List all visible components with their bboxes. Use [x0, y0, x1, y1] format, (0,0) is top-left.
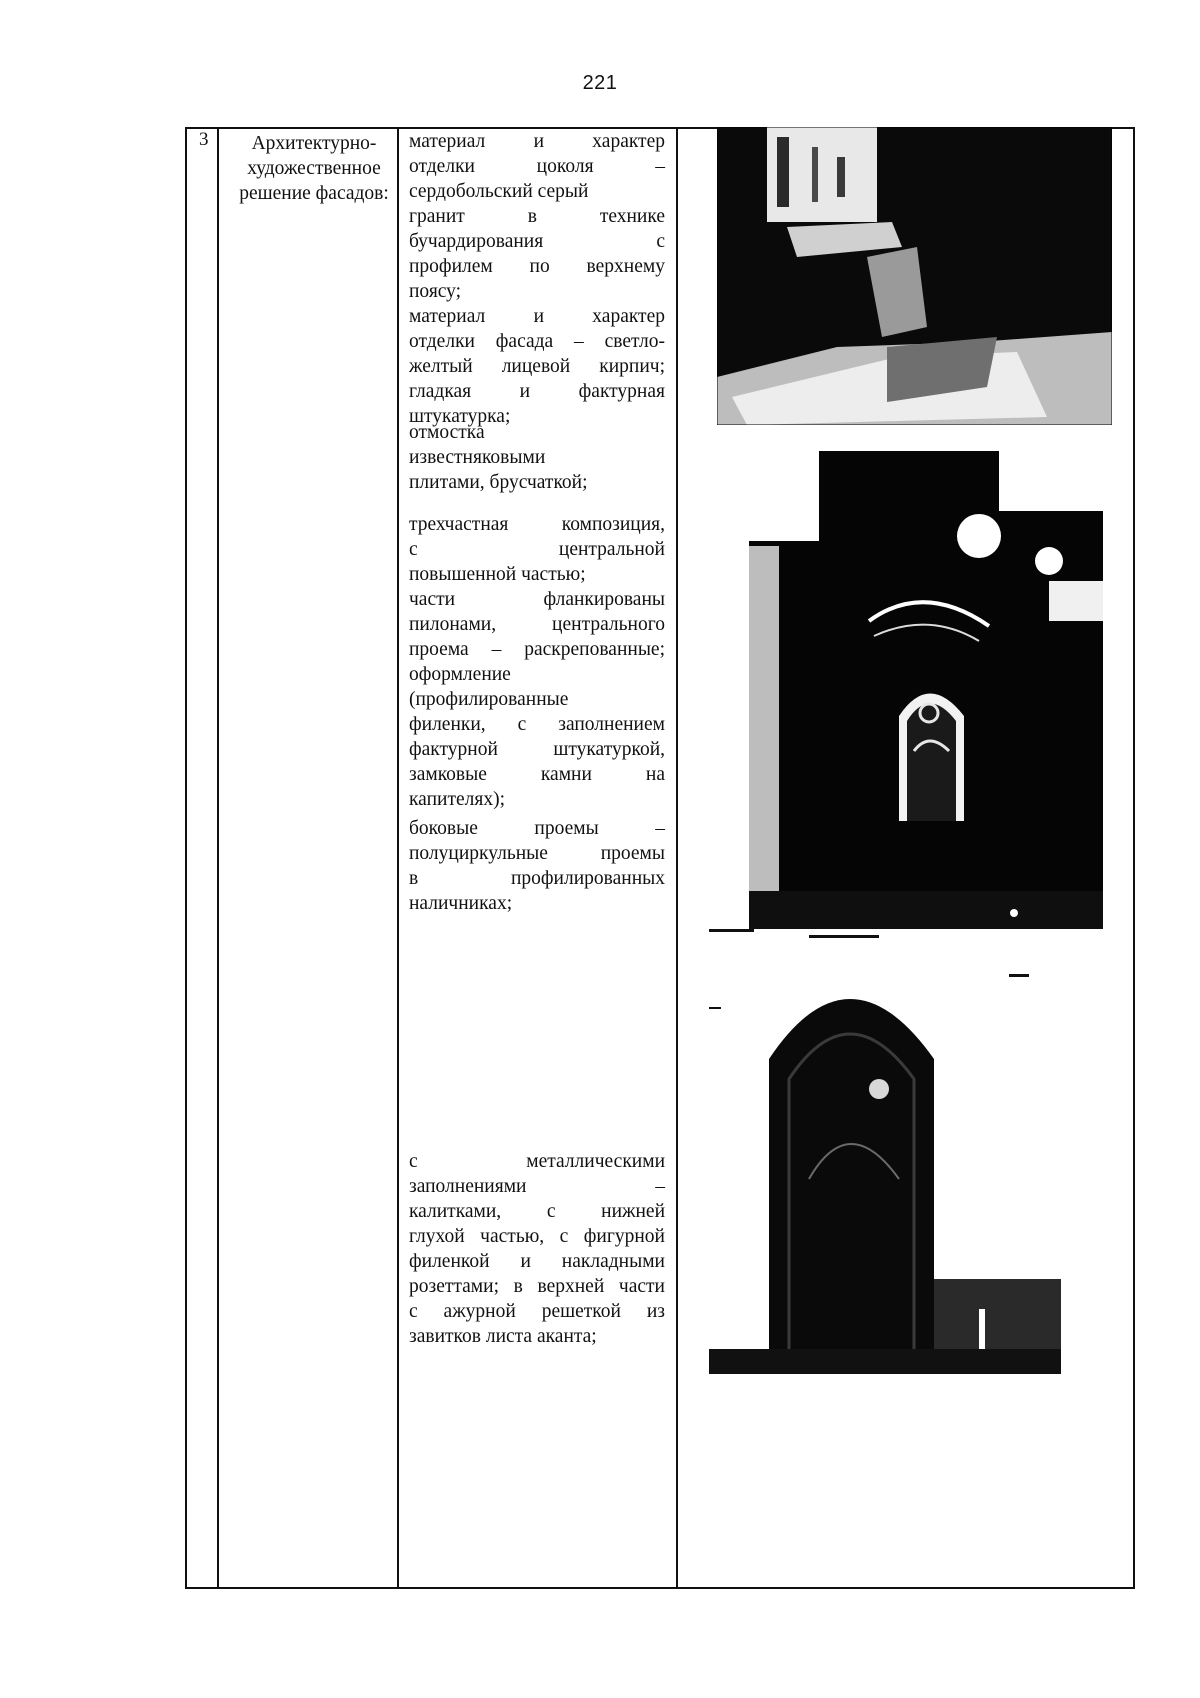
description-block-side-openings [409, 816, 665, 916]
text-line: материал и характер [409, 306, 665, 327]
description-block-gates [409, 1149, 665, 1349]
text-line: наличниках; [409, 893, 513, 914]
text-line: гранит в технике [409, 206, 665, 227]
text-line: отделки фасада – светло- [409, 331, 665, 352]
photo-plinth-drawing [717, 127, 1112, 425]
text-line: замковые камни на [409, 764, 665, 785]
text-line: проема – раскрепованные; [409, 639, 665, 660]
photo-arched-gate-drawing [709, 929, 1061, 1374]
column-divider [676, 129, 678, 1587]
text-line: с ажурной решеткой из [409, 1301, 665, 1322]
description-block-composition [409, 512, 665, 812]
features-table [185, 127, 1135, 1589]
text-line: капителях); [409, 789, 505, 810]
text-line: филенки, с заполнением [409, 714, 665, 735]
column-divider [397, 129, 399, 1587]
text-line: профилем по верхнему [409, 256, 665, 277]
text-line: полуциркульные проемы [409, 843, 665, 864]
text-line: оформление [409, 664, 511, 685]
row-number: 3 [199, 129, 209, 150]
text-line: отделки цоколя – [409, 156, 665, 177]
text-line: желтый лицевой кирпич; [409, 356, 665, 377]
text-line: поясу; [409, 281, 462, 302]
text-line: с центральной [409, 539, 665, 560]
text-line: плитами, брусчаткой; [409, 472, 588, 493]
text-line: повышенной частью; [409, 564, 586, 585]
text-line: боковые проемы – [409, 818, 665, 839]
photo-arched-gate [709, 929, 1061, 1374]
text-line: фактурной штукатуркой, [409, 739, 665, 760]
text-line: филенкой и накладными [409, 1251, 665, 1272]
description-block-plinth-facade [409, 129, 665, 429]
text-line: глухой частью, с фигурной [409, 1226, 665, 1247]
text-line: сердобольский серый [409, 181, 589, 202]
text-line: калитками, с нижней [409, 1201, 665, 1222]
photo-plinth [717, 127, 1112, 425]
text-line: отмостка [409, 422, 485, 443]
description-block-paving [409, 420, 665, 495]
page-number: 221 [582, 72, 618, 94]
text-line: заполнениями – [409, 1176, 665, 1197]
text-line: розеттами; в верхней части [409, 1276, 665, 1297]
text-line: бучардирования с [409, 231, 665, 252]
text-line: в профилированных [409, 868, 665, 889]
text-line: завитков листа аканта; [409, 1326, 597, 1347]
row-title: Архитектурно-художественное решение фасадов: [239, 133, 389, 204]
text-line: материал и характер [409, 131, 665, 152]
column-divider [217, 129, 219, 1587]
text-line: гладкая и фактурная [409, 381, 665, 402]
text-line: известняковыми [409, 447, 546, 468]
text-line: (профилированные [409, 689, 569, 710]
text-line: штукатурка; [409, 406, 511, 427]
photo-central-portal [749, 451, 1103, 929]
text-line: части фланкированы [409, 589, 665, 610]
text-line: с металлическими [409, 1151, 665, 1172]
text-line: пилонами, центрального [409, 614, 665, 635]
text-line: трехчастная композиция, [409, 514, 665, 535]
photo-central-portal-drawing [749, 451, 1103, 929]
